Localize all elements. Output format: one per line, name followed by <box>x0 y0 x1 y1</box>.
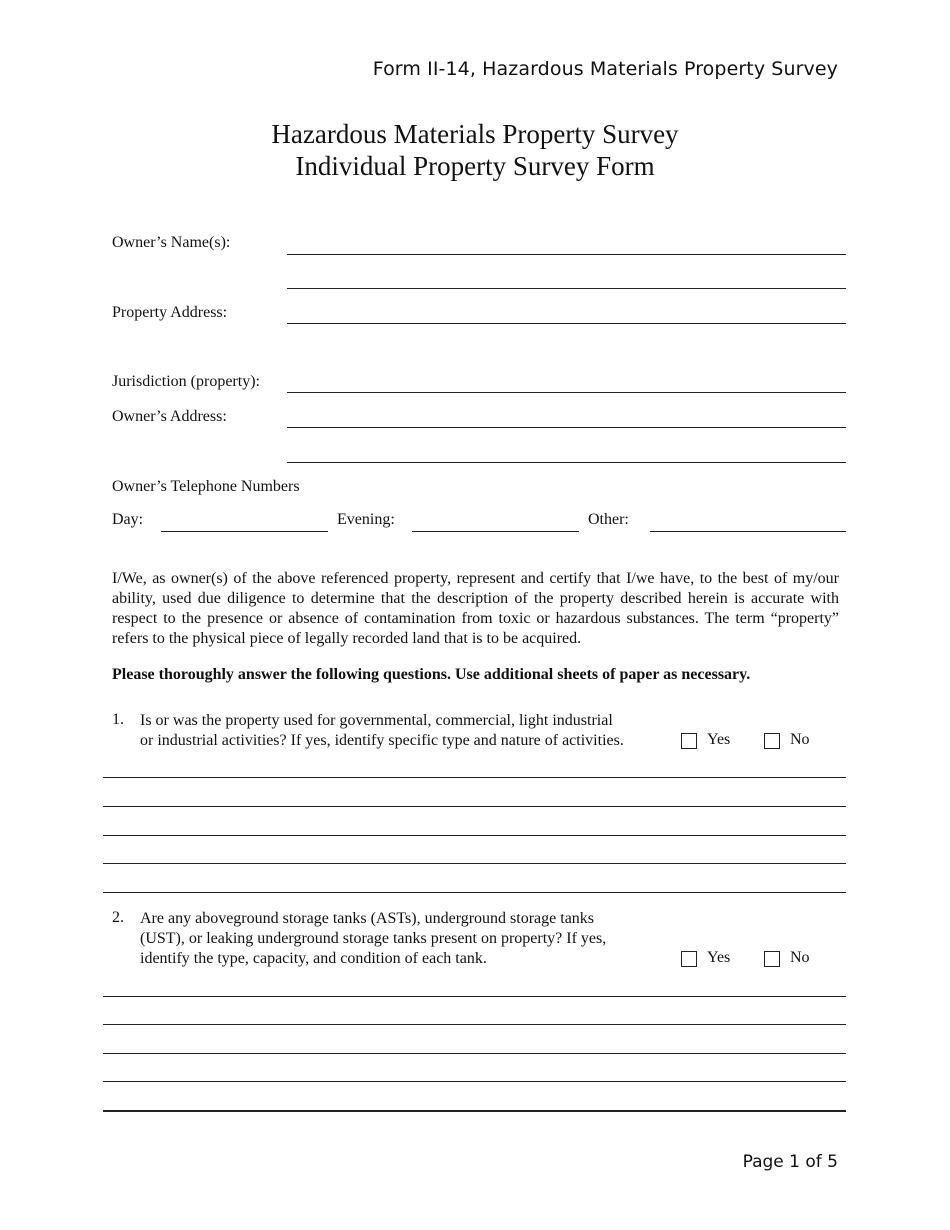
question-2-yes-label: Yes <box>707 949 731 966</box>
page-title: Hazardous Materials Property Survey <box>271 119 679 149</box>
jurisdiction-label: Jurisdiction (property): <box>112 373 260 390</box>
question-2-no-checkbox[interactable] <box>764 951 780 967</box>
question-1-number: 1. <box>112 711 124 728</box>
certification-paragraph: I/We, as owner(s) of the above referenced property, represent and certify that I/we have, to the best of my/our ability, used due diligence to determine that the description of the property described herein is accurate with respect to the presence or absence of contamination from toxic or hazardous substances. The term “property” refers to the physical piece of legally recorded land that is to be acquired. <box>112 570 839 647</box>
question-1-line2: or industrial activities? If yes, identify specific type and nature of activities. <box>140 732 624 749</box>
evening-label: Evening: <box>337 511 395 528</box>
property-address-label: Property Address: <box>112 304 228 321</box>
question-2-number: 2. <box>112 909 124 926</box>
question-1-answer-line[interactable] <box>103 892 846 893</box>
question-1-answer-line[interactable] <box>103 863 846 864</box>
form-id-header: Form II-14, Hazardous Materials Property Survey <box>372 58 838 80</box>
jurisdiction-field[interactable] <box>287 392 846 393</box>
question-1-answer-line[interactable] <box>103 835 846 836</box>
page-subtitle: Individual Property Survey Form <box>295 151 655 181</box>
question-2-line1: Are any aboveground storage tanks (ASTs), underground storage tanks <box>140 910 595 927</box>
question-1-answer-line[interactable] <box>103 777 846 778</box>
owners-address-field-line2[interactable] <box>287 462 846 463</box>
evening-phone-field[interactable] <box>412 531 579 532</box>
page-number: Page 1 of 5 <box>742 1152 838 1172</box>
question-1-answer-line[interactable] <box>103 806 846 807</box>
other-label: Other: <box>588 511 629 528</box>
day-phone-field[interactable] <box>161 531 328 532</box>
other-phone-field[interactable] <box>650 531 846 532</box>
question-2-line2: (UST), or leaking underground storage tanks present on property? If yes, <box>140 930 607 947</box>
question-1-line1: Is or was the property used for governmental, commercial, light industrial <box>140 712 613 729</box>
question-2-line3: identify the type, capacity, and condition of each tank. <box>140 950 487 967</box>
question-1-yes-label: Yes <box>707 731 731 748</box>
question-2-answer-line[interactable] <box>103 1024 846 1025</box>
owners-name-field-line2[interactable] <box>287 288 846 289</box>
question-1-no-checkbox[interactable] <box>764 733 780 749</box>
owners-address-field[interactable] <box>287 427 846 428</box>
question-2-answer-line[interactable] <box>103 1110 846 1112</box>
question-2-answer-line[interactable] <box>103 1081 846 1082</box>
property-address-field[interactable] <box>287 323 846 324</box>
owners-name-label: Owner’s Name(s): <box>112 234 231 251</box>
question-1-yes-checkbox[interactable] <box>681 733 697 749</box>
owners-name-field[interactable] <box>287 254 846 255</box>
owners-address-label: Owner’s Address: <box>112 408 227 425</box>
telephone-heading: Owner’s Telephone Numbers <box>112 478 300 495</box>
question-2-answer-line[interactable] <box>103 996 846 997</box>
question-2-no-label: No <box>790 949 810 966</box>
question-2-yes-checkbox[interactable] <box>681 951 697 967</box>
day-label: Day: <box>112 511 144 528</box>
question-1-no-label: No <box>790 731 810 748</box>
instructions: Please thoroughly answer the following questions. Use additional sheets of paper as necessary. <box>112 666 751 683</box>
question-2-answer-line[interactable] <box>103 1053 846 1054</box>
